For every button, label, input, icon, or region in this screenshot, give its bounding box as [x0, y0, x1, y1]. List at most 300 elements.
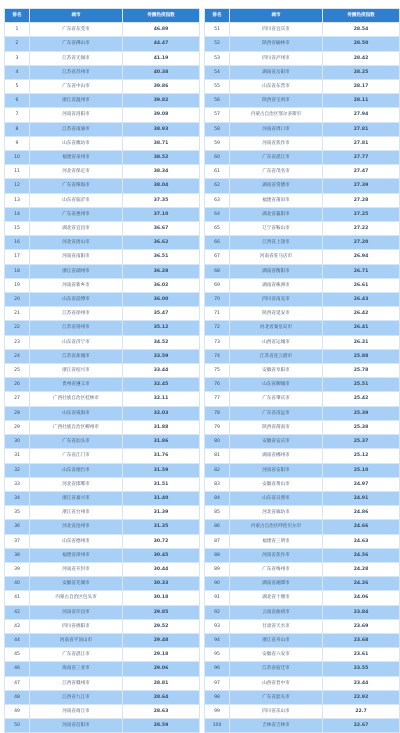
index-cell: 36.51: [123, 250, 200, 264]
table-row: [5, 165, 200, 179]
table-row: [205, 449, 400, 463]
rank-cell: 94: [205, 633, 230, 647]
table-row: [205, 719, 400, 733]
city-cell: 浙江省绍兴市: [30, 364, 123, 378]
rank-cell: 55: [205, 80, 230, 94]
index-cell: 30.45: [123, 548, 200, 562]
rank-cell: 6: [5, 94, 30, 108]
rank-cell: 25: [5, 364, 30, 378]
index-cell: 46.89: [123, 23, 200, 37]
table-row: [205, 207, 400, 221]
table-row: [205, 619, 400, 633]
index-cell: 31.39: [123, 506, 200, 520]
index-cell: 24.97: [323, 477, 400, 491]
table-row: [5, 94, 200, 108]
index-cell: 29.52: [123, 619, 200, 633]
table-row: [5, 122, 200, 136]
table-row: [205, 406, 400, 420]
index-cell: 36.28: [123, 264, 200, 278]
city-cell: 河南省商丘市: [30, 704, 123, 718]
index-cell: 26.42: [323, 307, 400, 321]
city-cell: 山东省烟台市: [30, 463, 123, 477]
index-cell: 29.48: [123, 633, 200, 647]
city-cell: 山东省日照市: [230, 491, 323, 505]
rank-header: 排名: [205, 9, 230, 23]
rank-cell: 90: [205, 577, 230, 591]
rank-cell: 76: [205, 378, 230, 392]
index-cell: 37.35: [123, 193, 200, 207]
table-row: [5, 179, 200, 193]
rank-cell: 8: [5, 122, 30, 136]
rank-cell: 85: [205, 506, 230, 520]
city-cell: 湖南省岳阳市: [230, 65, 323, 79]
index-cell: 44.47: [123, 37, 200, 51]
rank-cell: 37: [5, 534, 30, 548]
index-cell: 27.39: [323, 179, 400, 193]
rank-cell: 52: [205, 37, 230, 51]
rank-cell: 62: [205, 179, 230, 193]
table-row: [5, 207, 200, 221]
index-cell: 31.76: [123, 449, 200, 463]
index-cell: 28.64: [123, 690, 200, 704]
rank-cell: 50: [5, 719, 30, 733]
index-cell: 26.94: [323, 250, 400, 264]
table-row: [205, 65, 400, 79]
rank-cell: 16: [5, 236, 30, 250]
table-row: [205, 506, 400, 520]
city-cell: 山东省济宁市: [30, 335, 123, 349]
rank-cell: 70: [205, 293, 230, 307]
rank-cell: 56: [205, 94, 230, 108]
rank-cell: 14: [5, 207, 30, 221]
table-row: [205, 420, 400, 434]
index-cell: 23.55: [323, 662, 400, 676]
table-row: [5, 23, 200, 37]
index-cell: 32.45: [123, 378, 200, 392]
table-header-row: [205, 9, 400, 23]
table-row: [5, 577, 200, 591]
table-row: [5, 37, 200, 51]
city-cell: 广东省茂名市: [230, 165, 323, 179]
rank-cell: 46: [5, 662, 30, 676]
rank-cell: 28: [5, 406, 30, 420]
index-cell: 25.10: [323, 463, 400, 477]
rank-cell: 74: [205, 349, 230, 363]
city-cell: 江苏省无锡市: [30, 51, 123, 65]
rank-cell: 10: [5, 151, 30, 165]
rank-cell: 81: [205, 449, 230, 463]
rank-cell: 88: [205, 548, 230, 562]
rank-cell: 80: [205, 435, 230, 449]
index-cell: 31.35: [123, 520, 200, 534]
index-cell: 35.47: [123, 307, 200, 321]
city-cell: 四川省绵阳市: [30, 619, 123, 633]
city-cell: 河南省安阳市: [230, 463, 323, 477]
table-row: [205, 676, 400, 690]
table-row: [5, 477, 200, 491]
index-cell: 39.82: [123, 94, 200, 108]
rank-cell: 18: [5, 264, 30, 278]
city-cell: 湖北省宜昌市: [30, 222, 123, 236]
table-row: [5, 236, 200, 250]
index-cell: 29.85: [123, 605, 200, 619]
rank-cell: 5: [5, 80, 30, 94]
table-row: [205, 491, 400, 505]
table-row: [205, 463, 400, 477]
ranking-rows-right: [205, 23, 400, 733]
city-cell: 湖北省襄阳市: [230, 207, 323, 221]
rank-cell: 84: [205, 491, 230, 505]
rank-cell: 82: [205, 463, 230, 477]
city-cell: 广东省汕头市: [30, 435, 123, 449]
index-cell: 39.86: [123, 80, 200, 94]
rank-cell: 7: [5, 108, 30, 122]
index-cell: 28.50: [323, 37, 400, 51]
rank-cell: 30: [5, 435, 30, 449]
city-cell: 江苏省连云港市: [230, 349, 323, 363]
rank-cell: 57: [205, 108, 230, 122]
index-cell: 26.43: [323, 293, 400, 307]
index-cell: 27.20: [323, 236, 400, 250]
table-row: [5, 349, 200, 363]
rank-cell: 65: [205, 222, 230, 236]
city-cell: 山西省运城市: [230, 335, 323, 349]
table-row: [5, 449, 200, 463]
city-cell: 湖南省常德市: [230, 179, 323, 193]
index-cell: 24.56: [323, 548, 400, 562]
city-cell: 山东省淄博市: [30, 293, 123, 307]
city-cell: 浙江省湖州市: [30, 264, 123, 278]
rank-cell: 83: [205, 477, 230, 491]
rank-cell: 44: [5, 633, 30, 647]
city-cell: 江西省赣州市: [30, 676, 123, 690]
city-cell: 湖北省十堰市: [230, 591, 323, 605]
index-cell: 23.84: [323, 605, 400, 619]
rank-cell: 11: [5, 165, 30, 179]
city-cell: 河南省新乡市: [30, 278, 123, 292]
index-cell: 27.25: [323, 207, 400, 221]
index-header: 传播热度指数: [323, 9, 400, 23]
index-cell: 30.44: [123, 562, 200, 576]
city-cell: 广东省中山市: [30, 80, 123, 94]
table-row: [205, 577, 400, 591]
rank-cell: 49: [5, 704, 30, 718]
city-cell: 浙江省温州市: [30, 94, 123, 108]
city-cell: 山东省德州市: [30, 534, 123, 548]
index-cell: 28.17: [323, 80, 400, 94]
index-cell: 23.68: [323, 633, 400, 647]
city-cell: 河南省焦作市: [230, 548, 323, 562]
table-row: [205, 293, 400, 307]
index-cell: 24.91: [323, 491, 400, 505]
table-row: [5, 704, 200, 718]
table-row: [5, 51, 200, 65]
table-row: [205, 633, 400, 647]
table-row: [205, 264, 400, 278]
index-cell: 34.52: [123, 335, 200, 349]
city-cell: 江苏省南通市: [30, 122, 123, 136]
table-row: [205, 193, 400, 207]
index-cell: 33.44: [123, 364, 200, 378]
city-cell: 广东省肇庆市: [230, 392, 323, 406]
city-cell: 四川省乐山市: [230, 704, 323, 718]
city-cell: 河南省许昌市: [30, 605, 123, 619]
rank-cell: 58: [205, 122, 230, 136]
city-cell: 山东省聊城市: [230, 378, 323, 392]
rank-cell: 29: [5, 420, 30, 434]
table-row: [205, 236, 400, 250]
index-cell: 24.28: [323, 562, 400, 576]
rank-cell: 31: [5, 449, 30, 463]
table-row: [5, 491, 200, 505]
index-cell: 23.44: [323, 676, 400, 690]
table-row: [205, 591, 400, 605]
city-cell: 河北省秦皇岛市: [230, 321, 323, 335]
city-cell: 江西省九江市: [30, 690, 123, 704]
rank-cell: 34: [5, 491, 30, 505]
index-cell: 38.71: [123, 136, 200, 150]
city-cell: 江苏省宿迁市: [230, 662, 323, 676]
index-cell: 33.59: [123, 349, 200, 363]
city-cell: 安徽省阜阳市: [230, 364, 323, 378]
city-cell: 广东省湛江市: [230, 151, 323, 165]
index-cell: 25.39: [323, 406, 400, 420]
index-cell: 30.33: [123, 577, 200, 591]
city-cell: 山东省威海市: [30, 406, 123, 420]
rank-cell: 78: [205, 406, 230, 420]
city-cell: 辽宁省鞍山市: [230, 222, 323, 236]
city-cell: 浙江省台州市: [30, 506, 123, 520]
table-row: [5, 605, 200, 619]
city-cell: 贵州省遵义市: [30, 378, 123, 392]
rank-cell: 61: [205, 165, 230, 179]
city-cell: 陕西省延安市: [230, 307, 323, 321]
table-row: [205, 520, 400, 534]
table-row: [205, 690, 400, 704]
index-cell: 24.86: [323, 506, 400, 520]
table-row: [5, 633, 200, 647]
table-row: [5, 65, 200, 79]
table-row: [5, 364, 200, 378]
city-cell: 江西省上饶市: [230, 236, 323, 250]
rank-cell: 3: [5, 51, 30, 65]
index-cell: 25.37: [323, 435, 400, 449]
rank-cell: 2: [5, 37, 30, 51]
table-row: [5, 108, 200, 122]
city-cell: 四川省泸州市: [230, 51, 323, 65]
city-header: 城市: [230, 9, 323, 23]
table-row: [205, 179, 400, 193]
index-cell: 27.81: [323, 136, 400, 150]
rank-cell: 9: [5, 136, 30, 150]
city-cell: 浙江省舟山市: [230, 633, 323, 647]
table-row: [205, 94, 400, 108]
table-row: [5, 136, 200, 150]
rank-cell: 12: [5, 179, 30, 193]
index-cell: 25.88: [323, 349, 400, 363]
index-cell: 26.71: [323, 264, 400, 278]
index-cell: 41.19: [123, 51, 200, 65]
city-cell: 河南省周口市: [230, 122, 323, 136]
city-cell: 内蒙古自治区呼伦贝尔市: [230, 520, 323, 534]
rank-cell: 1: [5, 23, 30, 37]
city-cell: 福建省泉州市: [30, 151, 123, 165]
rank-cell: 48: [5, 690, 30, 704]
table-row: [5, 420, 200, 434]
rank-cell: 38: [5, 548, 30, 562]
rank-cell: 27: [5, 392, 30, 406]
index-cell: 27.28: [323, 193, 400, 207]
rank-cell: 21: [5, 307, 30, 321]
table-row: [5, 619, 200, 633]
rank-cell: 64: [205, 207, 230, 221]
table-row: [5, 562, 200, 576]
index-cell: 25.12: [323, 449, 400, 463]
table-row: [205, 378, 400, 392]
index-cell: 25.51: [323, 378, 400, 392]
index-cell: 31.86: [123, 435, 200, 449]
city-cell: 广东省惠州市: [30, 207, 123, 221]
rank-cell: 87: [205, 534, 230, 548]
rank-cell: 91: [205, 591, 230, 605]
index-cell: 25.38: [323, 420, 400, 434]
index-cell: 31.51: [123, 477, 200, 491]
rank-cell: 79: [205, 420, 230, 434]
table-row: [5, 193, 200, 207]
rank-cell: 39: [5, 562, 30, 576]
index-cell: 31.59: [123, 463, 200, 477]
table-row: [205, 548, 400, 562]
table-row: [205, 349, 400, 363]
city-cell: 广西壮族自治区柳州市: [30, 420, 123, 434]
city-cell: 四川省宜宾市: [230, 23, 323, 37]
rank-cell: 23: [5, 335, 30, 349]
rank-cell: 40: [5, 577, 30, 591]
rank-cell: 51: [205, 23, 230, 37]
table-row: [205, 23, 400, 37]
table-row: [205, 364, 400, 378]
table-row: [5, 506, 200, 520]
table-row: [205, 704, 400, 718]
city-cell: 广东省梅州市: [230, 562, 323, 576]
index-cell: 37.10: [123, 207, 200, 221]
rank-cell: 60: [205, 151, 230, 165]
rank-cell: 24: [5, 349, 30, 363]
table-row: [205, 648, 400, 662]
table-row: [205, 122, 400, 136]
table-row: [205, 136, 400, 150]
rank-cell: 43: [5, 619, 30, 633]
city-cell: 广东省湛江市: [30, 648, 123, 662]
city-cell: 河南省洛阳市: [30, 108, 123, 122]
city-cell: 河北省廊坊市: [230, 506, 323, 520]
table-row: [5, 690, 200, 704]
city-header: 城市: [30, 9, 123, 23]
index-cell: 22.7: [323, 704, 400, 718]
rank-cell: 71: [205, 307, 230, 321]
table-row: [5, 591, 200, 605]
city-cell: 陕西省渭南市: [230, 420, 323, 434]
table-row: [205, 335, 400, 349]
table-row: [205, 562, 400, 576]
table-row: [5, 676, 200, 690]
city-cell: 广东省江门市: [30, 449, 123, 463]
table-row: [205, 37, 400, 51]
index-cell: 36.67: [123, 222, 200, 236]
table-row: [5, 151, 200, 165]
table-row: [205, 321, 400, 335]
rank-cell: 13: [5, 193, 30, 207]
city-cell: 河南省开封市: [30, 562, 123, 576]
index-cell: 30.18: [123, 591, 200, 605]
rank-cell: 20: [5, 293, 30, 307]
city-cell: 广东省清远市: [230, 406, 323, 420]
city-cell: 山东省临沂市: [30, 193, 123, 207]
rank-cell: 32: [5, 463, 30, 477]
city-cell: 广东省珠海市: [30, 179, 123, 193]
rank-cell: 86: [205, 520, 230, 534]
city-cell: 广西壮族自治区桂林市: [30, 392, 123, 406]
index-cell: 24.63: [323, 534, 400, 548]
rank-cell: 15: [5, 222, 30, 236]
city-cell: 福建省莆田市: [230, 193, 323, 207]
table-row: [205, 534, 400, 548]
index-cell: 32.11: [123, 392, 200, 406]
rank-cell: 19: [5, 278, 30, 292]
rank-cell: 73: [205, 335, 230, 349]
rank-cell: 67: [205, 250, 230, 264]
table-row: [5, 548, 200, 562]
city-cell: 河北省唐山市: [30, 236, 123, 250]
rank-cell: 4: [5, 65, 30, 79]
table-row: [5, 293, 200, 307]
city-cell: 吉林省吉林市: [230, 719, 323, 733]
rank-cell: 42: [5, 605, 30, 619]
city-cell: 山西省晋中市: [230, 676, 323, 690]
city-cell: 河南省南阳市: [30, 250, 123, 264]
table-row: [205, 307, 400, 321]
table-row: [5, 321, 200, 335]
city-cell: 湖南省郴州市: [230, 449, 323, 463]
table-row: [205, 250, 400, 264]
rank-cell: 96: [205, 662, 230, 676]
city-cell: 山东省东营市: [230, 80, 323, 94]
table-row: [5, 406, 200, 420]
city-cell: 安徽省黄山市: [230, 477, 323, 491]
index-cell: 27.77: [323, 151, 400, 165]
city-cell: 陕西省宝鸡市: [230, 94, 323, 108]
city-cell: 广东省佛山市: [30, 37, 123, 51]
table-row: [5, 392, 200, 406]
table-row: [205, 435, 400, 449]
table-row: [5, 264, 200, 278]
index-cell: 25.42: [323, 392, 400, 406]
rank-cell: 63: [205, 193, 230, 207]
city-cell: 安徽省安庆市: [230, 435, 323, 449]
rank-cell: 100: [205, 719, 230, 733]
table-row: [205, 392, 400, 406]
rank-cell: 41: [5, 591, 30, 605]
table-row: [5, 222, 200, 236]
rank-cell: 59: [205, 136, 230, 150]
index-cell: 26.61: [323, 278, 400, 292]
city-cell: 四川省南充市: [230, 293, 323, 307]
city-cell: 内蒙古自治区鄂尔多斯市: [230, 108, 323, 122]
index-cell: 38.93: [123, 122, 200, 136]
index-cell: 29.18: [123, 648, 200, 662]
city-cell: 陕西省榆林市: [230, 37, 323, 51]
city-cell: 湖南省株洲市: [230, 278, 323, 292]
